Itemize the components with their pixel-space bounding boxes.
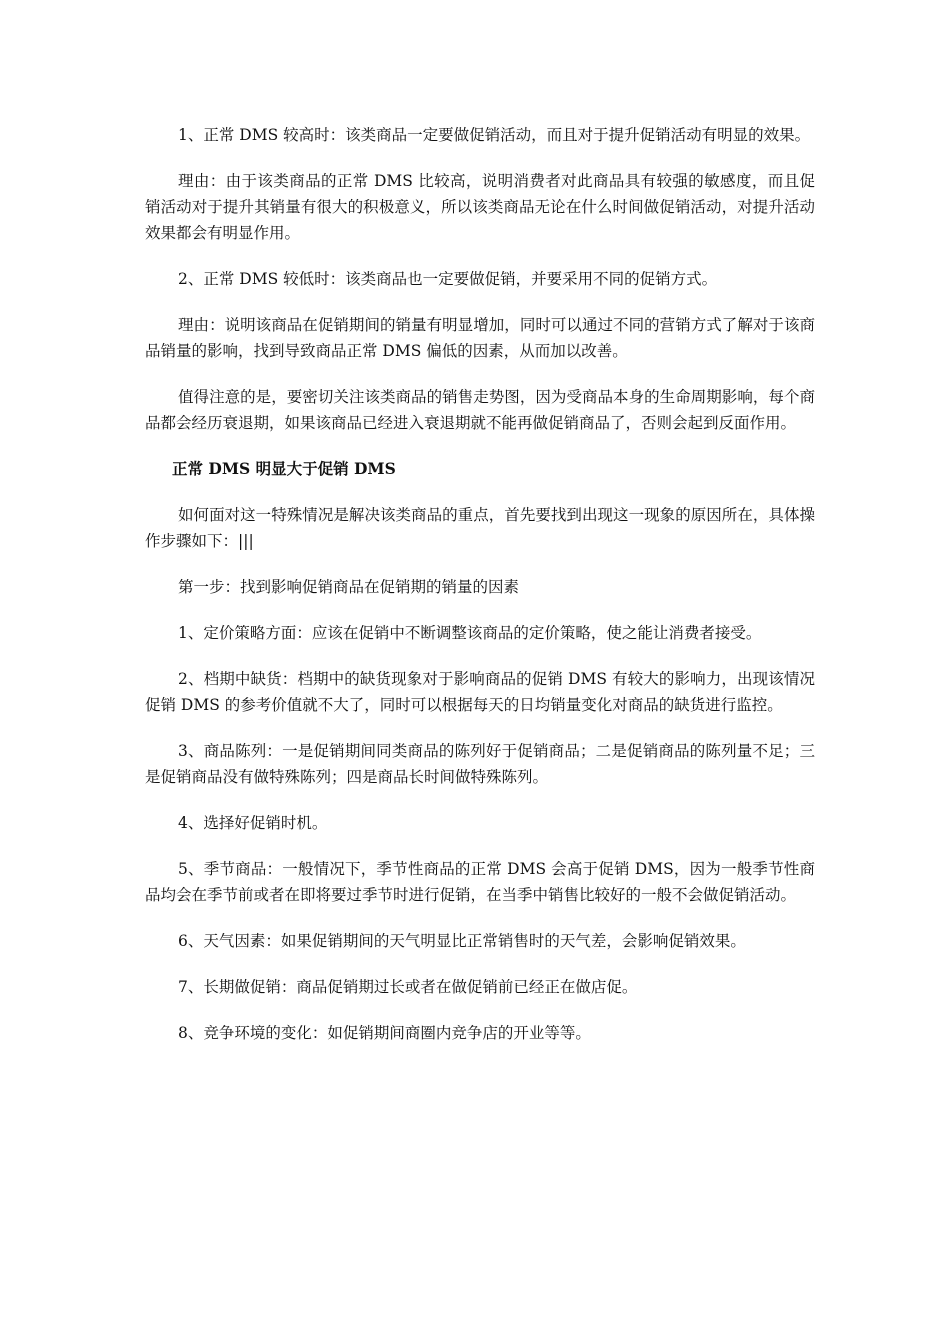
- paragraph-low-dms: 2、正常 DMS 较低时：该类商品也一定要做促销，并要采用不同的促销方式。: [178, 270, 718, 288]
- paragraph-intro: 如何面对这一特殊情况是解决该类商品的重点，首先要找到出现这一现象的原因所在，具体操作步骤如下：|||: [145, 506, 815, 550]
- list-item-long-promotion: 7、长期做促销：商品促销期过长或者在做促销前已经正在做店促。: [178, 978, 638, 996]
- list-item-weather: 6、天气因素：如果促销期间的天气明显比正常销售时的天气差，会影响促销效果。: [178, 932, 746, 950]
- paragraph-note: 值得注意的是，要密切关注该类商品的销售走势图，因为受商品本身的生命周期影响，每个商品都会经历衰退期，如果该商品已经进入衰退期就不能再做促销商品了，否则会起到反面作用。: [145, 388, 815, 432]
- paragraph-low-dms-reason: 理由：说明该商品在促销期间的销量有明显增加，同时可以通过不同的营销方式了解对于该商品销量的影响，找到导致商品正常 DMS 偏低的因素，从而加以改善。: [145, 316, 815, 360]
- list-item-display: 3、商品陈列：一是促销期间同类商品的陈列好于促销商品；二是促销商品的陈列量不足；三是促销商品没有做特殊陈列；四是商品长时间做特殊陈列。: [145, 742, 815, 786]
- list-item-seasonal: 5、季节商品：一般情况下，季节性商品的正常 DMS 会高于促销 DMS，因为一般季节性商品均会在季节前或者在即将要过季节时进行促销，在当季中销售比较好的一般不会做促销活动。: [145, 860, 815, 904]
- paragraph-step-one: 第一步：找到影响促销商品在促销期的销量的因素: [178, 578, 520, 596]
- list-item-pricing: 1、定价策略方面：应该在促销中不断调整该商品的定价策略，使之能让消费者接受。: [178, 624, 762, 642]
- section-heading: 正常 DMS 明显大于促销 DMS: [172, 459, 396, 478]
- list-item-stockout: 2、档期中缺货：档期中的缺货现象对于影响商品的促销 DMS 有较大的影响力，出现该情况促销 DMS 的参考价值就不大了，同时可以根据每天的日均销量变化对商品的缺货进行监控。: [145, 670, 815, 714]
- paragraph-high-dms: 1、正常 DMS 较高时：该类商品一定要做促销活动，而且对于提升促销活动有明显的效果。: [178, 126, 811, 144]
- paragraph-high-dms-reason: 理由：由于该类商品的正常 DMS 比较高，说明消费者对此商品具有较强的敏感度，而且促销活动对于提升其销量有很大的积极意义，所以该类商品无论在什么时间做促销活动，对提升活动效果都会有明显作用。: [145, 172, 815, 242]
- document-body: [145, 122, 815, 1066]
- list-item-competition: 8、竞争环境的变化：如促销期间商圈内竞争店的开业等等。: [178, 1024, 591, 1042]
- list-item-timing: 4、选择好促销时机。: [178, 814, 328, 832]
